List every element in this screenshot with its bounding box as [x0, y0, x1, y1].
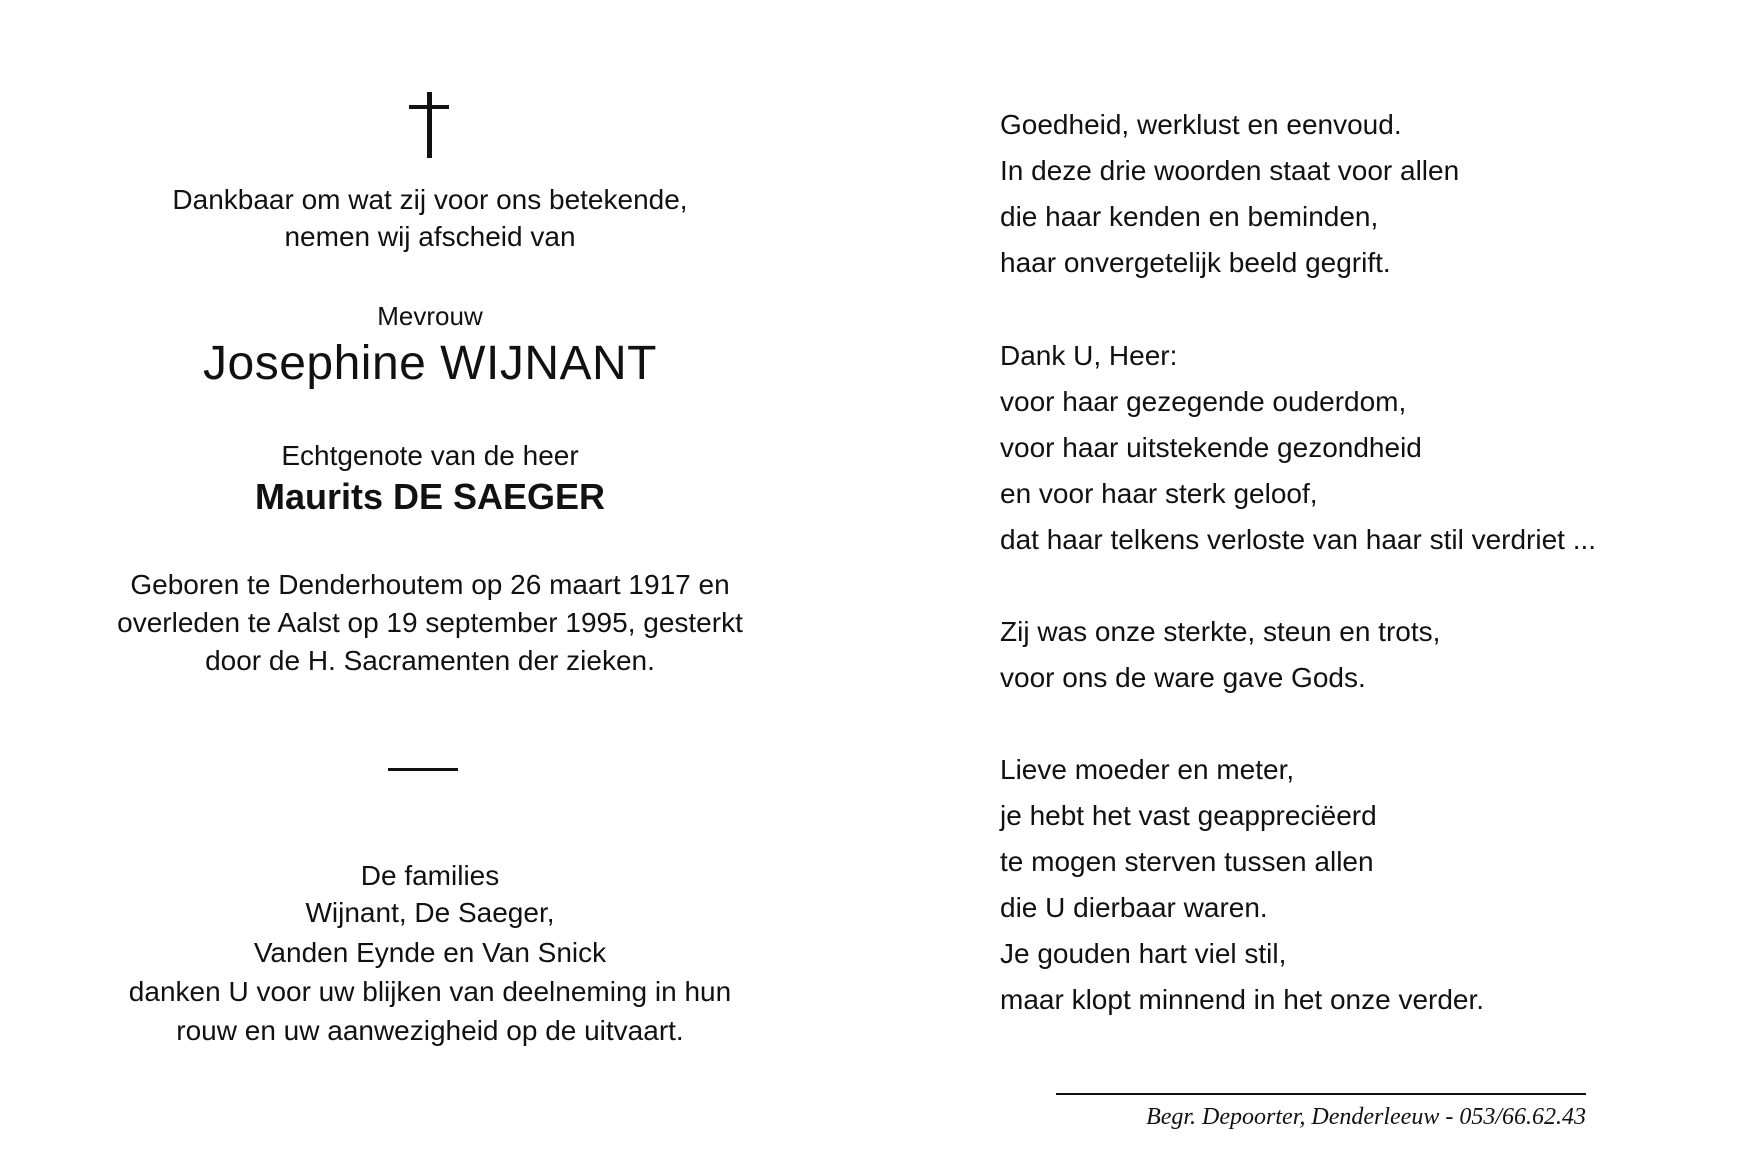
poem-s4-line-6: maar klopt minnend in het onze verder. — [1000, 984, 1485, 1015]
footer-rule — [1056, 1093, 1586, 1095]
deceased-name: Josephine WIJNANT — [203, 337, 657, 390]
title-mevrouw: Mevrouw — [377, 301, 483, 331]
families-line-2: Wijnant, De Saeger, — [305, 897, 555, 928]
poem-s1-line-3: die haar kenden en beminden, — [1000, 201, 1379, 232]
life-line-2: overleden te Aalst op 19 september 1995, gesterkt — [117, 607, 743, 638]
undertaker-credit: Begr. Depoorter, Denderleeuw - 053/66.62.43 — [1146, 1104, 1586, 1130]
families-line-5: rouw en uw aanwezigheid op de uitvaart. — [176, 1015, 684, 1046]
poem-s2-line-3: voor haar uitstekende gezondheid — [1000, 432, 1422, 463]
spouse-label: Echtgenote van de heer — [281, 440, 579, 471]
poem-s2-line-5: dat haar telkens verloste van haar stil verdriet ... — [1000, 524, 1597, 555]
separator-dash — [388, 768, 458, 771]
families-line-1: De families — [360, 860, 500, 891]
poem-s4-line-4: die U dierbaar waren. — [1000, 892, 1268, 923]
poem-s4-line-1: Lieve moeder en meter, — [1000, 754, 1295, 785]
families-line-3: Vanden Eynde en Van Snick — [253, 937, 607, 968]
life-line-1: Geboren te Denderhoutem op 26 maart 1917 en — [130, 569, 730, 600]
poem-s1-line-4: haar onvergetelijk beeld gegrift. — [1000, 247, 1391, 278]
spouse-name: Maurits DE SAEGER — [254, 476, 606, 517]
poem-s4-line-5: Je gouden hart viel stil, — [1000, 938, 1287, 969]
intro-line-1: Dankbaar om wat zij voor ons betekende, — [172, 184, 688, 215]
cross-icon — [409, 92, 449, 158]
poem-s3-line-1: Zij was onze sterkte, steun en trots, — [1000, 616, 1441, 647]
life-line-3: door de H. Sacramenten der zieken. — [205, 645, 655, 676]
poem-s2-line-4: en voor haar sterk geloof, — [1000, 478, 1318, 509]
intro-line-2: nemen wij afscheid van — [284, 221, 576, 252]
poem-s2-line-2: voor haar gezegende ouderdom, — [1000, 386, 1407, 417]
poem-s3-line-2: voor ons de ware gave Gods. — [1000, 662, 1366, 693]
poem-s4-line-2: je hebt het vast geappreciëerd — [1000, 800, 1377, 831]
poem-s1-line-1: Goedheid, werklust en eenvoud. — [1000, 109, 1402, 140]
families-line-4: danken U voor uw blijken van deelneming in hun — [128, 976, 732, 1007]
poem-s4-line-3: te mogen sterven tussen allen — [1000, 846, 1374, 877]
poem-s1-line-2: In deze drie woorden staat voor allen — [1000, 155, 1460, 186]
poem-s2-line-1: Dank U, Heer: — [1000, 340, 1178, 371]
